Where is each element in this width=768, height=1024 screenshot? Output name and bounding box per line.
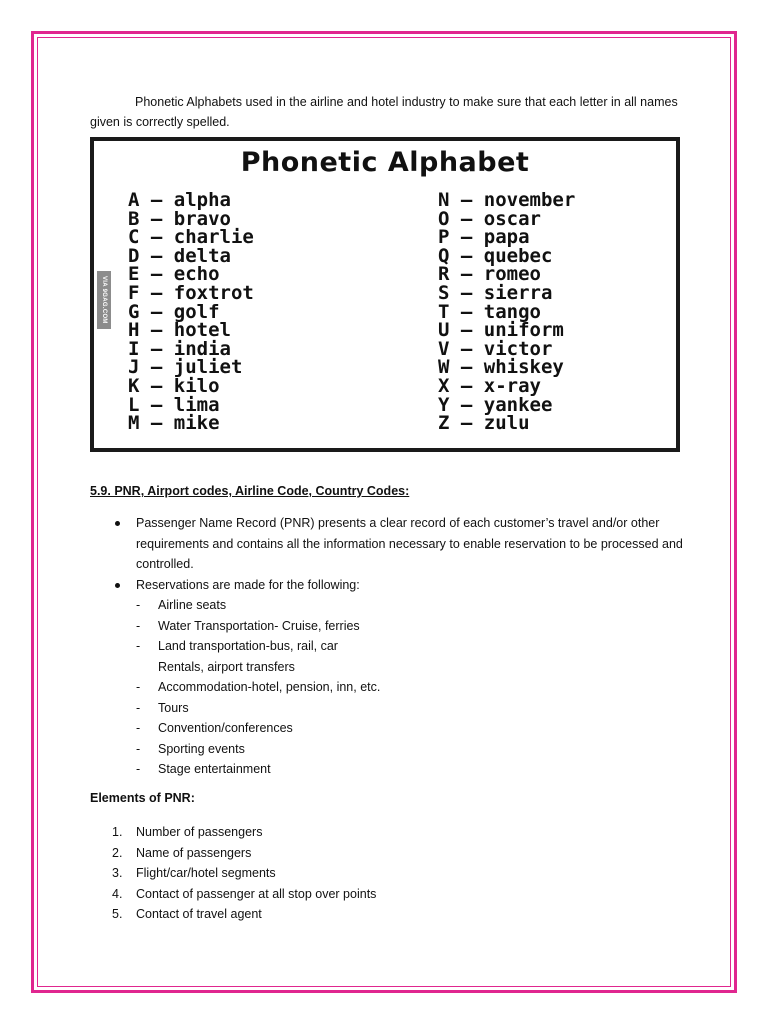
dash-icon: - bbox=[136, 639, 141, 653]
reservation-text: Stage entertainment bbox=[158, 762, 271, 776]
phonetic-entry: H – hotel bbox=[128, 319, 231, 342]
bullet-icon bbox=[115, 583, 120, 588]
bullet-item bbox=[90, 575, 690, 780]
reservation-list bbox=[136, 595, 690, 780]
dash-icon: - bbox=[136, 680, 141, 694]
bullet-text: Reservations are made for the following: bbox=[136, 577, 360, 592]
phonetic-entry: M – mike bbox=[128, 412, 220, 435]
reservation-text: Convention/conferences bbox=[158, 721, 293, 735]
reservation-text: Accommodation-hotel, pension, inn, etc. bbox=[158, 680, 381, 694]
phonetic-entry: P – papa bbox=[438, 226, 530, 249]
reservation-text: Airline seats bbox=[158, 598, 227, 612]
element-text: Contact of passenger at all stop over points bbox=[136, 886, 377, 901]
phonetic-entry: E – echo bbox=[128, 263, 220, 286]
phonetic-column-left bbox=[128, 191, 254, 433]
phonetic-entry: B – bravo bbox=[128, 207, 231, 230]
reservation-text: Tours bbox=[158, 700, 189, 715]
element-item: 3. Flight/car/hotel segments bbox=[112, 866, 276, 880]
reservation-text: Sporting events bbox=[158, 741, 245, 756]
phonetic-entry: Z – zulu bbox=[438, 412, 530, 435]
reservation-item bbox=[136, 636, 690, 677]
phonetic-entry: A – alpha bbox=[128, 189, 231, 211]
reservation-item bbox=[136, 739, 690, 760]
phonetic-title: Phonetic Alphabet bbox=[240, 147, 530, 178]
phonetic-entry: V – victor bbox=[438, 337, 553, 360]
phonetic-entry: X – x-ray bbox=[438, 374, 541, 397]
phonetic-entry: J – juliet bbox=[128, 356, 243, 379]
intro-text: Phonetic Alphabets used in the airline and hotel industry to make sure that each letter in all names given is correctly spelled. bbox=[90, 95, 678, 129]
dash-icon: - bbox=[136, 700, 141, 715]
element-item: 2. Name of passengers bbox=[112, 845, 252, 860]
section-heading: 5.9. PNR, Airport codes, Airline Code, Country Codes: bbox=[90, 484, 410, 498]
phonetic-entry: Q – quebec bbox=[438, 244, 553, 267]
phonetic-entry: R – romeo bbox=[438, 263, 541, 286]
phonetic-entry: K – kilo bbox=[128, 374, 220, 397]
phonetic-entry: D – delta bbox=[128, 244, 231, 267]
bullet-text: Passenger Name Record (PNR) presents a clear record of each customer’s travel and/or other requirements and contains all the information necessary to enable reservation to be processed and controlled. bbox=[136, 516, 683, 571]
reservation-item bbox=[136, 595, 690, 616]
dash-icon: - bbox=[136, 762, 141, 776]
phonetic-entry: G – golf bbox=[128, 300, 220, 323]
element-text: Name of passengers bbox=[136, 845, 252, 860]
dash-icon: - bbox=[136, 598, 141, 612]
phonetic-entry: C – charlie bbox=[128, 226, 254, 249]
watermark: VIA 9GAG.COM bbox=[97, 271, 111, 329]
reservation-item bbox=[136, 698, 690, 719]
reservation-text: Land transportation-bus, rail, car Rentals, airport transfers bbox=[158, 639, 338, 674]
reservation-text: Water Transportation- Cruise, ferries bbox=[158, 618, 360, 633]
element-text: Flight/car/hotel segments bbox=[136, 866, 276, 880]
phonetic-entry: T – tango bbox=[438, 300, 541, 323]
phonetic-entry: Y – yankee bbox=[438, 393, 553, 416]
phonetic-entry: L – lima bbox=[128, 393, 220, 416]
bullet-icon bbox=[115, 521, 120, 526]
intro-paragraph bbox=[90, 92, 690, 132]
bullet-list bbox=[90, 513, 690, 780]
element-item: 4. Contact of passenger at all stop over points bbox=[112, 886, 377, 901]
elements-heading: Elements of PNR: bbox=[90, 791, 195, 805]
element-text: Number of passengers bbox=[136, 825, 263, 839]
dash-icon: - bbox=[136, 741, 141, 756]
elements-list bbox=[90, 822, 376, 925]
element-item: 5. Contact of travel agent bbox=[112, 907, 262, 921]
element-text: Contact of travel agent bbox=[136, 907, 262, 921]
dash-icon: - bbox=[136, 618, 141, 633]
bullet-item bbox=[90, 513, 690, 575]
phonetic-entry: S – sierra bbox=[438, 281, 553, 304]
reservation-item bbox=[136, 677, 690, 698]
element-item: 1. Number of passengers bbox=[112, 825, 263, 839]
dash-icon: - bbox=[136, 721, 141, 735]
phonetic-entry: F – foxtrot bbox=[128, 281, 254, 304]
phonetic-entry: U – uniform bbox=[438, 319, 564, 342]
phonetic-entry: O – oscar bbox=[438, 207, 541, 230]
phonetic-alphabet-image bbox=[90, 137, 680, 452]
reservation-item bbox=[136, 718, 690, 739]
phonetic-entry: N – november bbox=[438, 189, 576, 211]
phonetic-entry: I – india bbox=[128, 337, 231, 360]
reservation-item bbox=[136, 616, 690, 637]
reservation-item bbox=[136, 759, 690, 780]
phonetic-entry: W – whiskey bbox=[438, 356, 564, 379]
phonetic-column-right bbox=[438, 191, 575, 433]
